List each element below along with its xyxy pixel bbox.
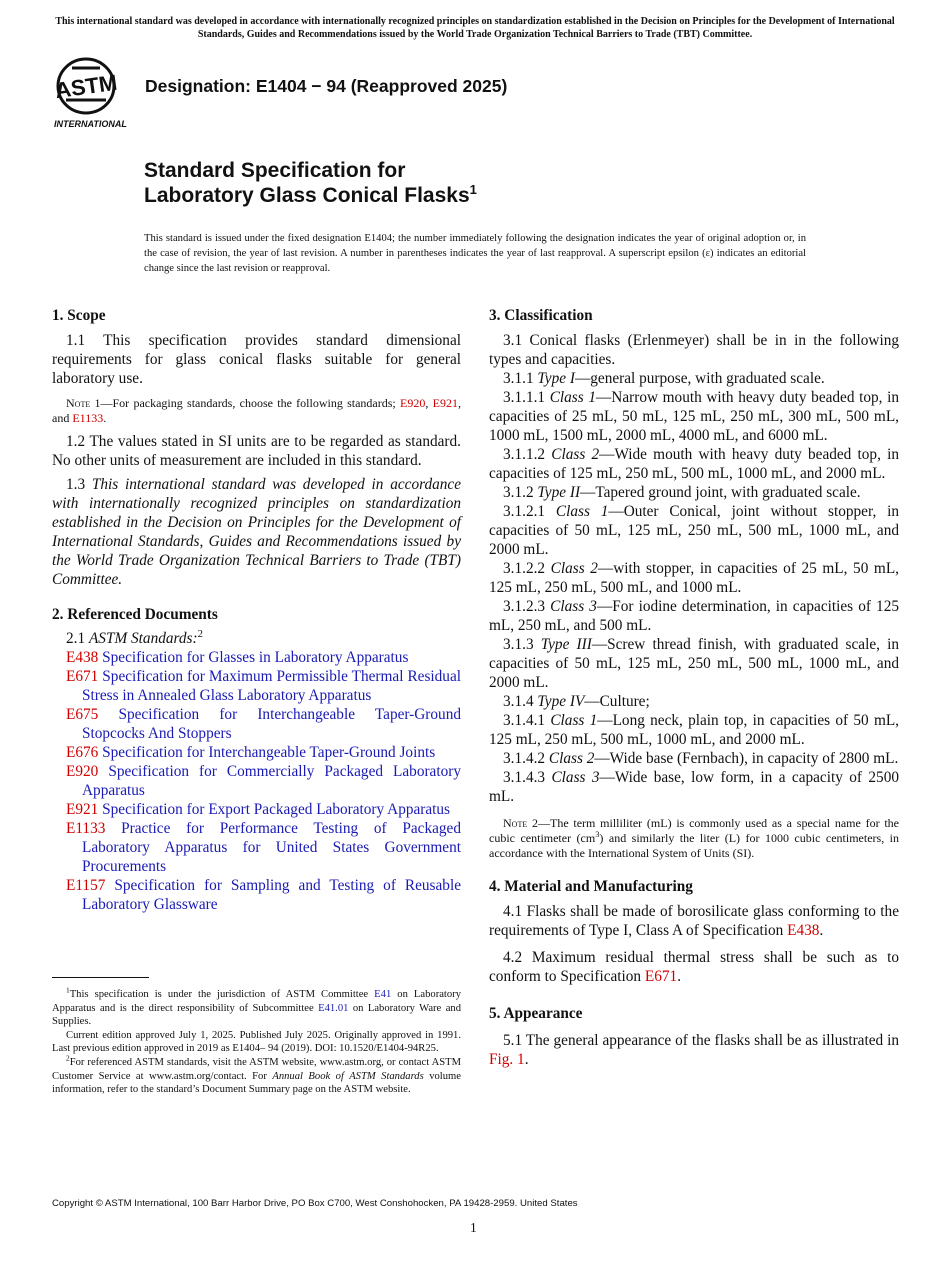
appearance-5-1: [489, 1031, 899, 1069]
class-item-text: —Wide base, low form, in a capacity of 2500 mL.: [489, 769, 899, 805]
ref-title[interactable]: Specification for Export Packaged Laboratory Apparatus: [102, 801, 451, 818]
scope-1-3: [52, 475, 461, 589]
note-1-end: .: [103, 411, 107, 425]
class-item-label: Class 2: [548, 750, 595, 767]
footnote-2-mark: 2: [66, 1053, 70, 1063]
material-4-2-text: 4.2 Maximum residual thermal stress shall be such as to conform to Specification: [489, 949, 899, 985]
footnote-2-text-a: For referenced ASTM standards, visit the ASTM website, www.astm.org, or contact ASTM Customer Service at www.astm.org/contact. For: [52, 1056, 461, 1082]
ref-item[interactable]: [52, 705, 461, 743]
class-item-label: Class 1: [555, 503, 609, 520]
ref-code[interactable]: E676: [66, 744, 99, 761]
referenced-heading: 2. Referenced Documents: [52, 606, 218, 623]
footnote-2-italic: Annual Book of ASTM Standards: [272, 1070, 424, 1082]
appearance-5-1-end: .: [524, 1051, 529, 1068]
note-1-text: —For packaging standards, choose the following standards;: [100, 396, 396, 410]
left-column: [52, 306, 461, 914]
ref-code[interactable]: E920: [66, 763, 99, 780]
ref-code[interactable]: E675: [66, 706, 99, 723]
logo-text: INTERNATIONAL: [54, 119, 127, 129]
class-item-label: Class 2: [551, 446, 600, 463]
class-item: [489, 692, 899, 711]
footnotes: [52, 985, 461, 1097]
referenced-2-1-sup: 2: [197, 627, 203, 640]
note-1-ref-e1133[interactable]: E1133: [72, 411, 104, 425]
ref-code[interactable]: E671: [66, 668, 99, 685]
appearance-fig-1-link[interactable]: Fig. 1: [489, 1051, 525, 1068]
classification-3-1: 3.1 Conical flasks (Erlenmeyer) shall be in in the following types and capacities.: [489, 332, 899, 368]
note-1-ref-e920[interactable]: E920: [400, 396, 426, 410]
class-item-text: —Narrow mouth with heavy duty beaded top, in capacities of 25 mL, 50 mL, 125 mL, 250 mL, 300 mL, 500 mL, 1000 mL, 1500 mL, 2000 mL, 4000 mL, and 6000 mL.: [489, 389, 900, 444]
class-item-num: 3.1.4.2: [503, 750, 549, 767]
note-1-label: Note 1: [66, 396, 101, 410]
class-item: [489, 768, 899, 806]
material-4-1: [489, 902, 899, 940]
class-item-label: Class 2: [550, 560, 598, 577]
material-4-1-end: .: [819, 922, 824, 939]
class-item-num: 3.1.2.3: [503, 598, 551, 615]
ref-code[interactable]: E921: [66, 801, 99, 818]
class-item-label: Type I: [537, 370, 575, 387]
ref-item[interactable]: [52, 648, 461, 667]
issued-note: This standard is issued under the fixed designation E1404; the number immediately following the designation indicates the year of original adoption or, in the case of revision, the year of last revision. A number in parentheses indicates the year of last reapproval. A superscript epsilon (ε) indicates an editorial change since the last revision or reapproval.: [144, 233, 806, 274]
ref-code[interactable]: E1133: [66, 820, 106, 837]
scope-1-3-text: This international standard was developed in accordance with internationally recognized principles on standardization established in the Decision on Principles for the Development of International Standards, Guides and Recommendations issued by the World Trade Organization Technical Barriers to Trade (TBT) Committee.: [52, 476, 461, 588]
class-item: [489, 711, 899, 749]
footnote-2-text-b: volume information, refer to the standard’s Document Summary page on the ASTM website.: [52, 1070, 461, 1096]
class-item-text: —Outer Conical, joint without stopper, in capacities of 50 mL, 125 mL, 250 mL, 500 mL, 1000 mL, and 2000 mL.: [489, 503, 899, 558]
class-item: [489, 445, 899, 483]
referenced-list: [52, 648, 461, 914]
referenced-2-1: [52, 629, 461, 648]
copyright: Copyright © ASTM International, 100 Barr Harbor Drive, PO Box C700, West Conshohocken, PA 19428-2959. United States: [52, 1198, 578, 1209]
note-2: [489, 816, 899, 861]
class-item: [489, 559, 899, 597]
ref-title[interactable]: Specification for Glasses in Laboratory Apparatus: [102, 649, 409, 666]
class-item-text: —Screw thread finish, with graduated scale, in capacities of 50 mL, 125 mL, 250 mL, 500 mL, 1000 mL, and 2000 mL.: [489, 636, 899, 691]
right-column: [489, 306, 899, 1069]
referenced-2-1-text: ASTM Standards:: [88, 630, 198, 647]
ref-title[interactable]: Specification for Sampling and Testing of Reusable Laboratory Glassware: [82, 877, 461, 913]
ref-title[interactable]: Practice for Performance Testing of Packaged Laboratory Apparatus for United States Government Procurements: [82, 820, 461, 875]
footnote-1-mark: 1: [66, 985, 70, 995]
class-item-num: 3.1.4.3: [503, 769, 552, 786]
note-2-text-b: ) and similarly the liter (L) for 1000 cubic centimeters, in accordance with the International System of Units (SI).: [489, 831, 899, 860]
footnote-2: [52, 1053, 461, 1097]
ref-item[interactable]: [52, 667, 461, 705]
classification-list: [489, 369, 899, 806]
scope-1-1: 1.1 This specification provides standard dimensional requirements for glass conical flasks suitable for general laboratory use.: [52, 332, 461, 387]
note-1-sep1: ,: [425, 396, 433, 410]
class-item-text: —Long neck, plain top, in capacities of 50 mL, 125 mL, 250 mL, 500 mL, 1000 mL, and 2000 mL.: [489, 712, 900, 748]
class-item-num: 3.1.1: [503, 370, 538, 387]
footnote-link-e41-01[interactable]: E41.01: [318, 1002, 349, 1014]
note-1-ref-e921[interactable]: E921: [432, 396, 459, 410]
ref-code[interactable]: E1157: [66, 877, 106, 894]
class-item-text: —Wide mouth with heavy duty beaded top, in capacities of 125 mL, 250 mL, 500 mL, 1000 mL, and 2000 mL.: [489, 446, 900, 482]
appearance-5-1-text: 5.1 The general appearance of the flasks shall be as illustrated in: [503, 1032, 899, 1049]
class-item-text: —general purpose, with graduated scale.: [574, 370, 825, 387]
class-item-text: —Tapered ground joint, with graduated scale.: [580, 484, 861, 501]
note-1-sep2: , and: [52, 396, 462, 425]
wto-banner: This international standard was developed in accordance with internationally recognized principles on standardization established in the Decision on Principles for the Development of International Standards, Guides and Recommendations issued by the World Trade Organization Technical Barriers to Trade (TBT) Committee.: [55, 16, 895, 40]
material-4-2: [489, 948, 899, 986]
footnote-rule: [52, 977, 149, 978]
class-item: [489, 597, 899, 635]
class-item-label: Type II: [537, 484, 581, 501]
class-item: [489, 749, 899, 768]
classification-heading: 3. Classification: [489, 307, 593, 324]
class-item-label: Type III: [540, 636, 592, 653]
class-item-label: Class 3: [550, 598, 597, 615]
scope-heading: 1. Scope: [52, 307, 106, 324]
material-4-1-ref-e438[interactable]: E438: [787, 922, 820, 939]
class-item-num: 3.1.2.2: [503, 560, 551, 577]
ref-item[interactable]: [52, 743, 461, 762]
ref-title[interactable]: Specification for Maximum Permissible Thermal Residual Stress in Annealed Glass Laboratory Apparatus: [82, 668, 461, 704]
designation: Designation: E1404 − 94 (Reapproved 2025): [145, 76, 508, 96]
class-item-num: 3.1.1.1: [503, 389, 550, 406]
class-item: [489, 483, 899, 502]
title-line2: [144, 183, 477, 208]
title-line1: Standard Specification for: [144, 159, 406, 182]
class-item-text: —Wide base (Fernbach), in capacity of 2800 mL.: [594, 750, 899, 767]
ref-title[interactable]: Specification for Interchangeable Taper-Ground Stopcocks And Stoppers: [82, 706, 462, 742]
scope-1-3-num: 1.3: [66, 476, 92, 493]
ref-title[interactable]: Specification for Interchangeable Taper-Ground Joints: [102, 744, 436, 761]
astm-logo: [52, 56, 136, 132]
logo-mark-text: ASTM: [53, 69, 119, 104]
class-item-label: Type IV: [537, 693, 585, 710]
ref-item[interactable]: [52, 876, 461, 914]
ref-item[interactable]: [52, 800, 461, 819]
ref-item[interactable]: [52, 762, 461, 800]
class-item: [489, 369, 899, 388]
class-item: [489, 388, 899, 445]
footnote-1-text-b: on Laboratory Apparatus and is the direct responsibility of Subcommittee: [52, 989, 461, 1014]
class-item-num: 3.1.2.1: [503, 503, 556, 520]
class-item: [489, 502, 899, 559]
class-item-num: 3.1.4: [503, 693, 538, 710]
material-4-1-text: 4.1 Flasks shall be made of borosilicate glass conforming to the requirements of Type I, Class A of Specification: [489, 903, 899, 939]
footnote-edition: Current edition approved July 1, 2025. Published July 2025. Originally approved in 1991. Last previous edition approved in 2019 as E1404– 94 (2019). DOI: 10.1520/E1404-94R25.: [52, 1029, 461, 1055]
appearance-heading: 5. Appearance: [489, 1005, 583, 1022]
footnote-1-text-c: on Laboratory Ware and Supplies.: [52, 1002, 461, 1028]
class-item-label: Class 3: [551, 769, 600, 786]
material-4-2-ref-e671[interactable]: E671: [644, 968, 678, 985]
footnote-link-e41[interactable]: E41: [374, 989, 392, 1000]
class-item-num: 3.1.4.1: [503, 712, 551, 729]
footnote-1-text-a: This specification is under the jurisdiction of ASTM Committee: [69, 989, 375, 1000]
material-4-2-end: .: [677, 968, 682, 985]
ref-item[interactable]: [52, 819, 461, 876]
note-2-text-a: —The term milliliter (mL) is commonly used as a special name for the cubic centimeter (cm: [489, 816, 900, 845]
class-item-text: —For iodine determination, in capacities of 125 mL, 250 mL, and 500 mL.: [489, 598, 900, 634]
ref-title[interactable]: Specification for Commercially Packaged Laboratory Apparatus: [82, 763, 461, 799]
material-heading: 4. Material and Manufacturing: [489, 878, 693, 895]
note-2-label: Note 2: [503, 816, 538, 830]
class-item-label: Class 1: [549, 389, 596, 406]
class-item-label: Class 1: [550, 712, 598, 729]
class-item-text: —Culture;: [584, 693, 650, 710]
class-item: [489, 635, 899, 692]
class-item-num: 3.1.2: [503, 484, 538, 501]
title-footnote-mark: 1: [469, 182, 477, 197]
note-2-sup: 3: [595, 830, 600, 839]
class-item-num: 3.1.3: [503, 636, 541, 653]
title-line2-text: Laboratory Glass Conical Flasks: [144, 184, 470, 207]
class-item-text: —with stopper, in capacities of 25 mL, 50 mL, 125 mL, 250 mL, 500 mL, and 1000 mL.: [489, 560, 900, 596]
scope-1-2: 1.2 The values stated in SI units are to be regarded as standard. No other units of measurement are included in this standard.: [52, 433, 461, 469]
document-title: [144, 158, 477, 208]
class-item-num: 3.1.1.2: [503, 446, 552, 463]
ref-code[interactable]: E438: [66, 649, 99, 666]
page-number: 1: [470, 1220, 477, 1235]
footnote-1: [52, 985, 461, 1029]
note-1: [52, 396, 461, 426]
referenced-2-1-num: 2.1: [66, 630, 89, 647]
